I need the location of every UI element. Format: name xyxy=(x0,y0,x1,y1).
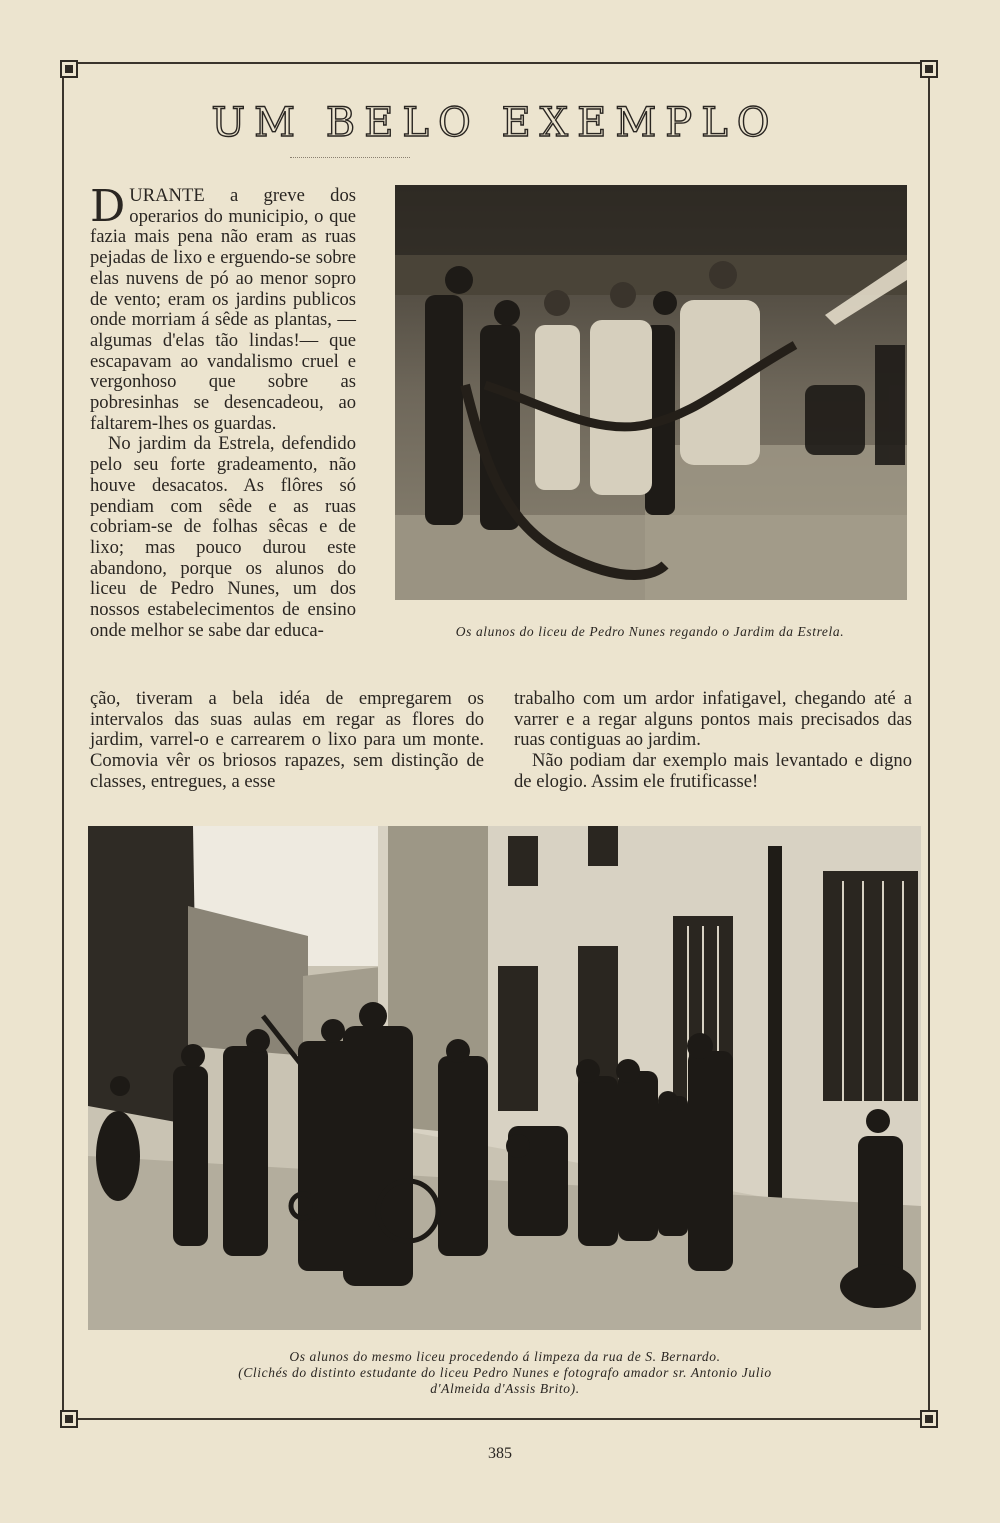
corner-ornament xyxy=(920,60,938,78)
paragraph-1-text: URANTE a greve dos operarios do municipio, o que fazia mais pena não eram as ruas pejadas de lixo e erguendo-se sobre elas nuvens de pó ao menor sopro de vento; eram os jardins publicos onde morriam á sêde as plantas, —algumas d'elas tão lindas!— que escapavam ao vandalismo cruel e vergonhoso que sobre as pobresinhas se desencadeou, ao faltarem-lhes os guardas. xyxy=(90,185,356,434)
corner-ornament xyxy=(920,1410,938,1428)
corner-ornament xyxy=(60,60,78,78)
paragraph-2-cont: ção, tiveram a bela idéa de empregarem os intervalos das suas aulas em regar as flores do jardim, varrel-o e carrearem o lixo para um monte. Comovia vêr os briosos rapazes, sem distinção de classes, entregues, a esse xyxy=(90,688,484,792)
photo-street-cleaning xyxy=(88,826,921,1330)
title-rule xyxy=(290,157,410,158)
photo-watering-garden xyxy=(395,185,907,600)
corner-ornament xyxy=(60,1410,78,1428)
paragraph-1 xyxy=(90,181,356,434)
photo1-caption: Os alunos do liceu de Pedro Nunes regando o Jardim da Estrela. xyxy=(455,624,845,639)
left-column-bottom xyxy=(90,689,484,793)
photo2-caption xyxy=(120,1349,890,1397)
left-column-top xyxy=(90,181,356,641)
photo2-caption-line1: Os alunos do mesmo liceu procedendo á limpeza da rua de S. Bernardo. xyxy=(289,1349,721,1364)
paragraph-2: No jardim da Estrela, defendido pelo seu forte gradeamento, não houve desacatos. As flôres só pendiam com sêde e as ruas cobriam-se de folhas sêcas e de lixo; mas pouco durou este abandono, porque os alunos do liceu de Pedro Nunes, um dos nossos estabelecimentos de ensino onde melhor se sabe dar educa- xyxy=(90,433,356,641)
paragraph-3: Não podiam dar exemplo mais levantado e digno de elogio. Assim ele frutificasse! xyxy=(514,750,912,792)
drop-cap: D xyxy=(90,181,126,232)
photo2-caption-line2: (Clichés do distinto estudante do liceu Pedro Nunes e fotografo amador sr. Antonio Julio xyxy=(238,1365,772,1380)
paragraph-2-end: trabalho com um ardor infatigavel, chegando até a varrer e a regar alguns pontos mais precisados das ruas contiguas ao jardim. xyxy=(514,688,912,751)
page-number: 385 xyxy=(488,1445,512,1462)
photo2-caption-line3: d'Almeida d'Assis Brito). xyxy=(430,1381,580,1396)
article-title: UM BELO EXEMPLO xyxy=(211,100,779,146)
right-column xyxy=(514,689,912,793)
